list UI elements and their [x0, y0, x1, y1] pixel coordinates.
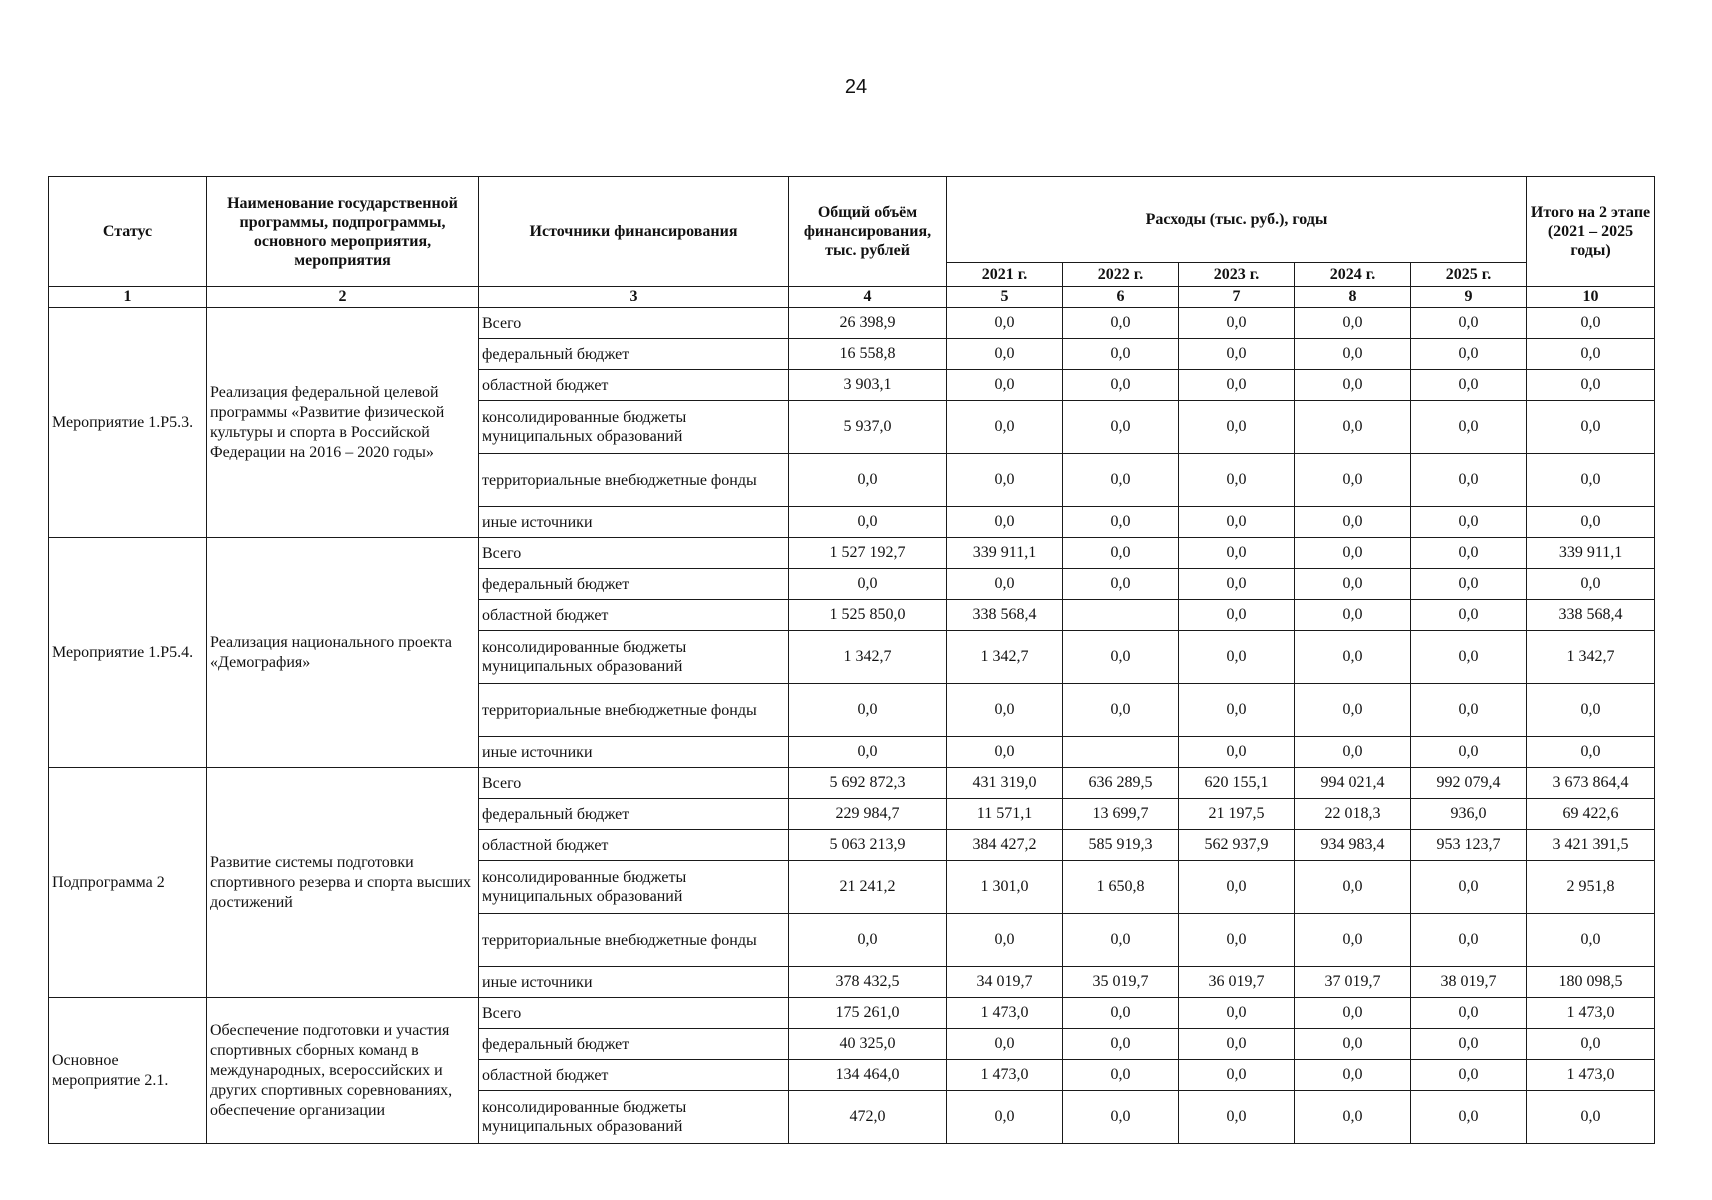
value-cell: 0,0	[947, 1029, 1063, 1060]
value-cell: 0,0	[789, 737, 947, 768]
value-cell: 0,0	[1411, 684, 1527, 737]
value-cell: 5 692 872,3	[789, 768, 947, 799]
header-total: Общий объём финансирования, тыс. рублей	[789, 177, 947, 287]
status-cell: Подпрограмма 2	[49, 768, 207, 998]
value-cell: 0,0	[1411, 600, 1527, 631]
header-year: 2023 г.	[1179, 263, 1295, 287]
header-year: 2022 г.	[1063, 263, 1179, 287]
source-cell: консолидированные бюджеты муниципальных образований	[479, 1091, 789, 1144]
value-cell: 3 673 864,4	[1527, 768, 1655, 799]
value-cell: 0,0	[789, 684, 947, 737]
value-cell: 21 197,5	[1179, 799, 1295, 830]
value-cell: 1 473,0	[1527, 998, 1655, 1029]
value-cell: 0,0	[947, 507, 1063, 538]
value-cell: 26 398,9	[789, 308, 947, 339]
value-cell: 0,0	[1179, 1060, 1295, 1091]
value-cell: 1 342,7	[1527, 631, 1655, 684]
value-cell: 0,0	[1411, 914, 1527, 967]
value-cell: 0,0	[1527, 1091, 1655, 1144]
value-cell: 0,0	[1179, 861, 1295, 914]
value-cell: 0,0	[1527, 308, 1655, 339]
table-row	[49, 308, 1655, 339]
source-cell: Всего	[479, 998, 789, 1029]
value-cell: 16 558,8	[789, 339, 947, 370]
program-name-cell: Обеспечение подготовки и участия спортивных сборных команд в международных, всероссийских и других спортивных соревнованиях, обеспечение организации	[207, 998, 479, 1144]
value-cell: 1 473,0	[1527, 1060, 1655, 1091]
value-cell: 0,0	[1179, 569, 1295, 600]
source-cell: областной бюджет	[479, 600, 789, 631]
value-cell: 0,0	[1527, 507, 1655, 538]
value-cell: 953 123,7	[1411, 830, 1527, 861]
page-number: 24	[844, 76, 868, 98]
value-cell: 338 568,4	[947, 600, 1063, 631]
source-cell: федеральный бюджет	[479, 799, 789, 830]
value-cell: 3 421 391,5	[1527, 830, 1655, 861]
value-cell: 175 261,0	[789, 998, 947, 1029]
column-number: 7	[1179, 287, 1295, 308]
value-cell: 0,0	[947, 370, 1063, 401]
source-cell: иные источники	[479, 507, 789, 538]
column-number: 8	[1295, 287, 1411, 308]
value-cell: 11 571,1	[947, 799, 1063, 830]
value-cell: 0,0	[1527, 684, 1655, 737]
value-cell: 1 301,0	[947, 861, 1063, 914]
value-cell: 0,0	[947, 454, 1063, 507]
value-cell: 69 422,6	[1527, 799, 1655, 830]
value-cell: 0,0	[1179, 308, 1295, 339]
value-cell: 934 983,4	[1295, 830, 1411, 861]
value-cell: 0,0	[1179, 401, 1295, 454]
column-number: 6	[1063, 287, 1179, 308]
value-cell: 0,0	[1179, 684, 1295, 737]
value-cell: 562 937,9	[1179, 830, 1295, 861]
value-cell: 0,0	[1411, 1029, 1527, 1060]
source-cell: консолидированные бюджеты муниципальных образований	[479, 401, 789, 454]
value-cell: 0,0	[1295, 1060, 1411, 1091]
value-cell: 0,0	[1295, 339, 1411, 370]
value-cell: 0,0	[947, 914, 1063, 967]
value-cell: 36 019,7	[1179, 967, 1295, 998]
value-cell: 0,0	[789, 507, 947, 538]
header-expenses: Расходы (тыс. руб.), годы	[947, 177, 1527, 263]
header-year: 2021 г.	[947, 263, 1063, 287]
value-cell: 0,0	[1179, 914, 1295, 967]
value-cell: 0,0	[1295, 998, 1411, 1029]
program-name-cell: Реализация федеральной целевой программы «Развитие физической культуры и спорта в Российской Федерации на 2016 – 2020 годы»	[207, 308, 479, 538]
value-cell: 339 911,1	[1527, 538, 1655, 569]
header-status: Статус	[49, 177, 207, 287]
value-cell: 0,0	[1295, 370, 1411, 401]
value-cell: 0,0	[1063, 684, 1179, 737]
value-cell: 0,0	[1411, 538, 1527, 569]
value-cell: 636 289,5	[1063, 768, 1179, 799]
header-stage-total: Итого на 2 этапе (2021 – 2025 годы)	[1527, 177, 1655, 287]
value-cell: 0,0	[1527, 737, 1655, 768]
value-cell: 0,0	[1411, 339, 1527, 370]
value-cell: 0,0	[1295, 569, 1411, 600]
source-cell: территориальные внебюджетные фонды	[479, 914, 789, 967]
value-cell: 13 699,7	[1063, 799, 1179, 830]
value-cell: 0,0	[947, 308, 1063, 339]
value-cell: 339 911,1	[947, 538, 1063, 569]
value-cell: 1 473,0	[947, 1060, 1063, 1091]
value-cell: 0,0	[1063, 538, 1179, 569]
value-cell: 0,0	[1179, 454, 1295, 507]
column-number-row	[49, 287, 1655, 308]
value-cell: 936,0	[1411, 799, 1527, 830]
header-year: 2025 г.	[1411, 263, 1527, 287]
value-cell: 1 650,8	[1063, 861, 1179, 914]
source-cell: областной бюджет	[479, 1060, 789, 1091]
value-cell: 620 155,1	[1179, 768, 1295, 799]
value-cell: 0,0	[1295, 507, 1411, 538]
value-cell: 0,0	[1295, 600, 1411, 631]
value-cell	[1063, 600, 1179, 631]
value-cell: 0,0	[1063, 454, 1179, 507]
value-cell: 229 984,7	[789, 799, 947, 830]
value-cell: 1 525 850,0	[789, 600, 947, 631]
value-cell: 0,0	[1527, 1029, 1655, 1060]
value-cell: 338 568,4	[1527, 600, 1655, 631]
source-cell: иные источники	[479, 737, 789, 768]
value-cell: 5 063 213,9	[789, 830, 947, 861]
value-cell: 0,0	[1527, 569, 1655, 600]
value-cell: 0,0	[1527, 401, 1655, 454]
source-cell: федеральный бюджет	[479, 569, 789, 600]
source-cell: областной бюджет	[479, 830, 789, 861]
value-cell: 0,0	[1179, 370, 1295, 401]
value-cell: 0,0	[1179, 998, 1295, 1029]
value-cell: 40 325,0	[789, 1029, 947, 1060]
value-cell: 34 019,7	[947, 967, 1063, 998]
column-number: 10	[1527, 287, 1655, 308]
value-cell: 38 019,7	[1411, 967, 1527, 998]
value-cell: 1 527 192,7	[789, 538, 947, 569]
value-cell: 3 903,1	[789, 370, 947, 401]
value-cell: 0,0	[789, 569, 947, 600]
value-cell: 0,0	[947, 737, 1063, 768]
value-cell: 992 079,4	[1411, 768, 1527, 799]
value-cell: 0,0	[1295, 914, 1411, 967]
program-name-cell: Развитие системы подготовки спортивного резерва и спорта высших достижений	[207, 768, 479, 998]
value-cell: 472,0	[789, 1091, 947, 1144]
value-cell: 0,0	[1063, 308, 1179, 339]
column-number: 1	[49, 287, 207, 308]
value-cell: 21 241,2	[789, 861, 947, 914]
value-cell: 0,0	[1063, 1029, 1179, 1060]
financing-table	[48, 176, 1655, 1144]
value-cell: 5 937,0	[789, 401, 947, 454]
column-number: 2	[207, 287, 479, 308]
value-cell: 0,0	[1063, 401, 1179, 454]
value-cell: 0,0	[947, 339, 1063, 370]
value-cell: 0,0	[1295, 538, 1411, 569]
value-cell: 0,0	[1295, 1029, 1411, 1060]
value-cell: 0,0	[1063, 569, 1179, 600]
value-cell: 180 098,5	[1527, 967, 1655, 998]
value-cell: 384 427,2	[947, 830, 1063, 861]
source-cell: федеральный бюджет	[479, 339, 789, 370]
value-cell: 0,0	[1411, 454, 1527, 507]
value-cell: 0,0	[1179, 600, 1295, 631]
value-cell: 0,0	[1527, 370, 1655, 401]
value-cell: 0,0	[1411, 631, 1527, 684]
source-cell: Всего	[479, 308, 789, 339]
header-year: 2024 г.	[1295, 263, 1411, 287]
value-cell: 0,0	[1527, 339, 1655, 370]
header-sources: Источники финансирования	[479, 177, 789, 287]
value-cell: 431 319,0	[947, 768, 1063, 799]
value-cell: 1 342,7	[789, 631, 947, 684]
value-cell: 0,0	[1295, 737, 1411, 768]
value-cell: 0,0	[1179, 507, 1295, 538]
value-cell: 0,0	[947, 569, 1063, 600]
value-cell: 134 464,0	[789, 1060, 947, 1091]
value-cell: 35 019,7	[1063, 967, 1179, 998]
value-cell: 0,0	[1295, 631, 1411, 684]
value-cell: 0,0	[1527, 454, 1655, 507]
value-cell: 0,0	[1411, 1060, 1527, 1091]
value-cell: 0,0	[1411, 1091, 1527, 1144]
value-cell: 0,0	[1411, 507, 1527, 538]
value-cell: 1 342,7	[947, 631, 1063, 684]
value-cell: 378 432,5	[789, 967, 947, 998]
column-number: 5	[947, 287, 1063, 308]
value-cell: 22 018,3	[1295, 799, 1411, 830]
value-cell: 0,0	[1063, 1091, 1179, 1144]
source-cell: консолидированные бюджеты муниципальных образований	[479, 631, 789, 684]
value-cell: 0,0	[1295, 1091, 1411, 1144]
value-cell: 0,0	[1411, 401, 1527, 454]
value-cell: 0,0	[1295, 861, 1411, 914]
status-cell: Мероприятие 1.Р5.4.	[49, 538, 207, 768]
status-cell: Мероприятие 1.Р5.3.	[49, 308, 207, 538]
value-cell: 2 951,8	[1527, 861, 1655, 914]
value-cell: 0,0	[1179, 1091, 1295, 1144]
column-number: 3	[479, 287, 789, 308]
source-cell: иные источники	[479, 967, 789, 998]
value-cell: 994 021,4	[1295, 768, 1411, 799]
value-cell: 0,0	[1179, 737, 1295, 768]
column-number: 4	[789, 287, 947, 308]
value-cell: 0,0	[1411, 569, 1527, 600]
value-cell: 0,0	[1179, 339, 1295, 370]
value-cell: 0,0	[1295, 684, 1411, 737]
status-cell: Основное мероприятие 2.1.	[49, 998, 207, 1144]
value-cell: 0,0	[1063, 1060, 1179, 1091]
source-cell: федеральный бюджет	[479, 1029, 789, 1060]
source-cell: территориальные внебюджетные фонды	[479, 454, 789, 507]
value-cell: 0,0	[1411, 861, 1527, 914]
value-cell: 0,0	[1179, 538, 1295, 569]
program-name-cell: Реализация национального проекта «Демография»	[207, 538, 479, 768]
source-cell: Всего	[479, 768, 789, 799]
value-cell: 0,0	[947, 401, 1063, 454]
value-cell: 585 919,3	[1063, 830, 1179, 861]
table-row	[49, 768, 1655, 799]
value-cell: 0,0	[1295, 401, 1411, 454]
source-cell: территориальные внебюджетные фонды	[479, 684, 789, 737]
value-cell: 1 473,0	[947, 998, 1063, 1029]
header-name: Наименование государственной программы, подпрограммы, основного мероприятия, мероприятия	[207, 177, 479, 287]
value-cell: 0,0	[1063, 370, 1179, 401]
value-cell: 0,0	[1063, 914, 1179, 967]
value-cell: 0,0	[1179, 631, 1295, 684]
value-cell: 0,0	[1295, 308, 1411, 339]
column-number: 9	[1411, 287, 1527, 308]
value-cell: 0,0	[1063, 631, 1179, 684]
value-cell: 0,0	[1295, 454, 1411, 507]
source-cell: консолидированные бюджеты муниципальных образований	[479, 861, 789, 914]
value-cell: 37 019,7	[1295, 967, 1411, 998]
value-cell: 0,0	[1411, 998, 1527, 1029]
source-cell: областной бюджет	[479, 370, 789, 401]
value-cell: 0,0	[1411, 370, 1527, 401]
value-cell: 0,0	[1411, 737, 1527, 768]
value-cell: 0,0	[1411, 308, 1527, 339]
value-cell: 0,0	[1527, 914, 1655, 967]
value-cell: 0,0	[1063, 998, 1179, 1029]
value-cell: 0,0	[947, 1091, 1063, 1144]
table-row	[49, 538, 1655, 569]
table-body	[49, 308, 1655, 1144]
value-cell: 0,0	[1063, 507, 1179, 538]
value-cell: 0,0	[789, 914, 947, 967]
value-cell: 0,0	[1179, 1029, 1295, 1060]
value-cell: 0,0	[947, 684, 1063, 737]
value-cell: 0,0	[789, 454, 947, 507]
source-cell: Всего	[479, 538, 789, 569]
table-row	[49, 998, 1655, 1029]
value-cell	[1063, 737, 1179, 768]
value-cell: 0,0	[1063, 339, 1179, 370]
